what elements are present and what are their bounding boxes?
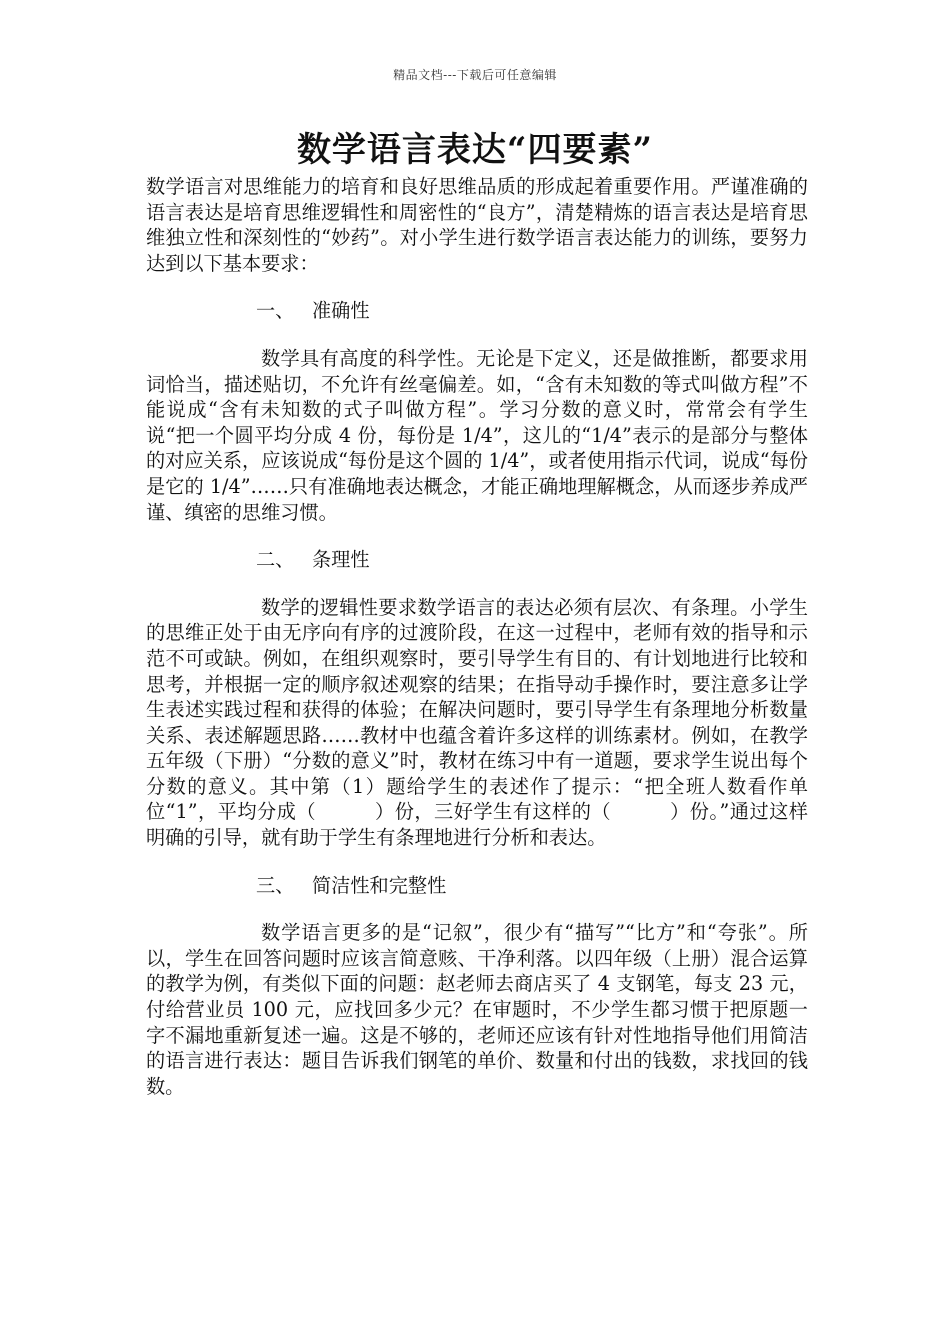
section-heading-1	[146, 298, 808, 324]
section-number: 一、	[256, 299, 295, 323]
document-body	[146, 174, 808, 1099]
intro-paragraph: 数学语言对思维能力的培育和良好思维品质的形成起着重要作用。严谨准确的语言表达是培育思维逻辑性和周密性的“良方”，清楚精炼的语言表达是培育思维独立性和深刻性的“妙药”。对小学生进行数学语言表达能力的训练，要努力达到以下基本要求：	[146, 175, 808, 275]
section-heading-2	[146, 547, 808, 573]
section-body-2: 数学的逻辑性要求数学语言的表达必须有层次、有条理。小学生的思维正处于由无序向有序的过渡阶段，在这一过程中，老师有效的指导和示范不可或缺。例如，在组织观察时，要引导学生有目的、有计划地进行比较和思考，并根据一定的顺序叙述观察的结果；在指导动手操作时，要注意多让学生表述实践过程和获得的体验；在解决问题时，要引导学生有条理地分析数量关系、表述解题思路……教材中也蕴含着许多这样的训练素材。例如，在教学五年级（下册）“分数的意义”时，教材在练习中有一道题，要求学生说出每个分数的意义。其中第（1）题给学生的表述作了提示：“把全班人数看作单位“1”，平均分成（ ）份，三好学生有这样的（ ）份。”通过这样明确的引导，就有助于学生有条理地进行分析和表达。	[146, 595, 808, 850]
section-title: 准确性	[312, 299, 370, 323]
page-header: 精品文档---下载后可任意编辑	[393, 68, 557, 82]
section-number: 三、	[256, 873, 295, 897]
section-title: 简洁性和完整性	[312, 873, 447, 897]
document-title: 数学语言表达“四要素”	[296, 130, 654, 170]
section-number: 二、	[256, 548, 295, 572]
section-body-3: 数学语言更多的是“记叙”，很少有“描写”“比方”和“夸张”。所以，学生在回答问题时应该言简意赅、干净利落。以四年级（上册）混合运算的教学为例，有类似下面的问题：赵老师去商店买了 4 支钢笔，每支 23 元，付给营业员 100 元，应找回多少元？在审题时，不少学生都习惯于把原题一字不漏地重新复述一遍。这是不够的，老师还应该有针对性地指导他们用简洁的语言进行表达：题目告诉我们钢笔的单价、数量和付出的钱数，求找回的钱数。	[146, 921, 808, 1098]
section-title: 条理性	[312, 548, 370, 572]
section-heading-3	[146, 873, 808, 899]
section-body-1: 数学具有高度的科学性。无论是下定义，还是做推断，都要求用词恰当，描述贴切，不允许有丝毫偏差。如，“含有未知数的等式叫做方程”不能说成“含有未知数的式子叫做方程”。学习分数的意义时，常常会有学生说“把一个圆平均分成 4 份，每份是 1/4”，这儿的“1/4”表示的是部分与整体的对应关系，应该说成“每份是这个圆的 1/4”，或者使用指示代词，说成“每份是它的 1/4”……只有准确地表达概念，才能正确地理解概念，从而逐步养成严谨、缜密的思维习惯。	[146, 346, 808, 524]
